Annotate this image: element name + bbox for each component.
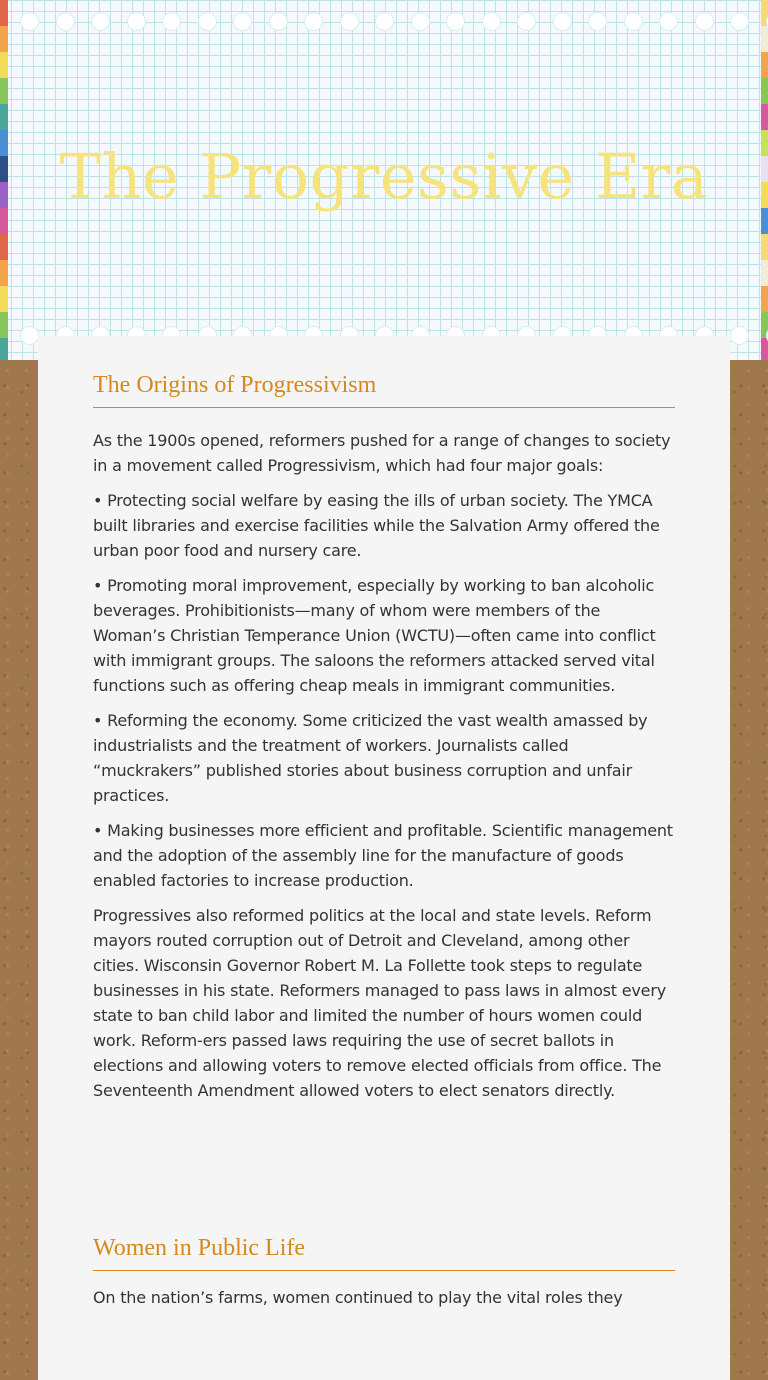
paragraph: Progressives also reformed politics at the local and state levels. Reform mayors routed corruption out of Detroit and Cleveland, among other cities. Wisconsin Governor Robert M. La Follette took steps to regulate businesses in his state. Reformers managed to pass laws in almost every state to ban child labor and limited the number of hours women could work. Reform-ers passed laws requiring the use of secret ballots in elections and allowing voters to remove elected officials from office. The Seventeenth Amendment allowed voters to elect senators directly. bbox=[93, 906, 666, 1100]
paragraph: • Making businesses more efficient and profitable. Scientific management and the adoption of the assembly line for the manufacture of goods enabled factories to increase production. bbox=[93, 821, 673, 890]
content-card bbox=[38, 336, 730, 1380]
paragraph: On the nation’s farms, women continued to play the vital roles they bbox=[93, 1288, 623, 1307]
header-banner bbox=[0, 0, 768, 360]
paragraph: • Reforming the economy. Some criticized the vast wealth amassed by industrialists and the treatment of workers. Journalists called “muckrakers” published stories about business corruption and unfair practices. bbox=[93, 711, 648, 805]
page-title: The Progressive Era bbox=[59, 140, 709, 213]
paragraph: As the 1900s opened, reformers pushed for a range of changes to society in a movement called Progressivism, which had four major goals: bbox=[93, 431, 671, 475]
paragraph: • Promoting moral improvement, especially by working to ban alcoholic beverages. Prohibitionists—many of whom were members of the Woman’s Christian Temperance Union (WCTU)—often came into conflict with immigrant groups. The saloons the reformers attacked served vital functions such as offering cheap meals in immigrant communities. bbox=[93, 576, 656, 695]
top-binder-holes bbox=[20, 12, 760, 32]
section-origins-of-progressivism bbox=[38, 336, 730, 1103]
section-heading: The Origins of Progressivism bbox=[93, 372, 675, 408]
paragraph: • Protecting social welfare by easing the ills of urban society. The YMCA built libraries and exercise facilities while the Salvation Army offered the urban poor food and nursery care. bbox=[93, 491, 660, 560]
section-women-in-public-life bbox=[38, 1113, 730, 1310]
section-heading: Women in Public Life bbox=[93, 1235, 675, 1271]
